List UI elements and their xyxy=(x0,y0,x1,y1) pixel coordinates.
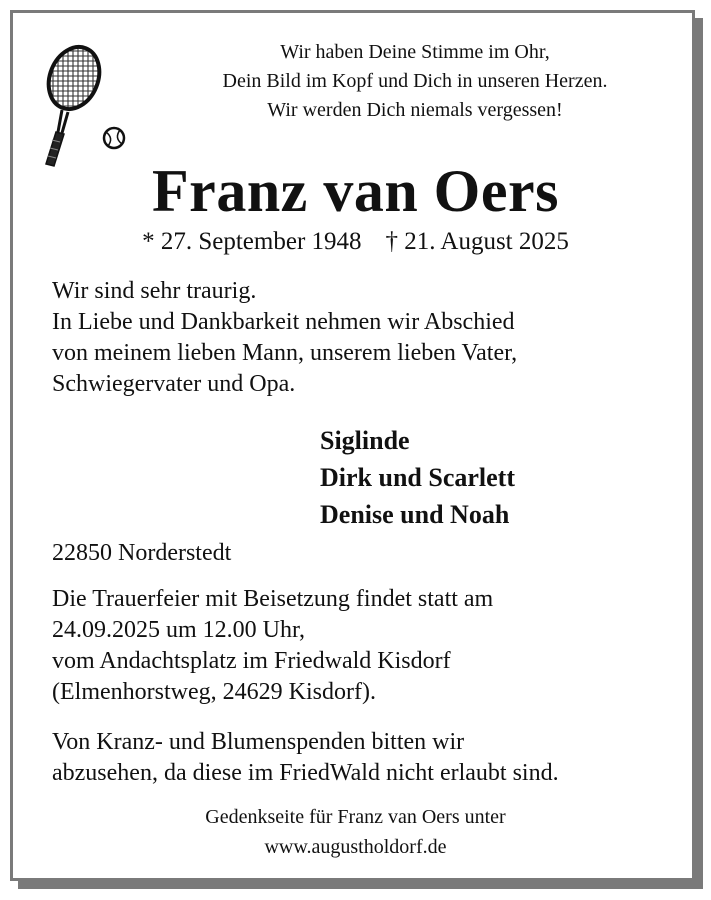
poem-verse xyxy=(150,38,680,125)
poem-line: Dein Bild im Kopf und Dich in unseren Herzen. xyxy=(222,70,608,92)
ceremony-info xyxy=(52,584,692,708)
frame-shadow-right xyxy=(695,18,703,889)
tennis-racket-icon xyxy=(40,40,140,170)
life-dates xyxy=(0,227,711,257)
poem-line: Wir haben Deine Stimme im Ohr, xyxy=(280,41,550,63)
memorial-url[interactable]: www.augustholdorf.de xyxy=(264,836,447,858)
tennis-ball-icon xyxy=(104,128,124,148)
memorial-page-text: Gedenkseite für Franz van Oers unter xyxy=(205,806,506,828)
family-name: Dirk und Scarlett xyxy=(320,463,515,492)
message-line: Wir sind sehr traurig. xyxy=(52,278,257,304)
deceased-name: Franz van Oers xyxy=(152,158,559,224)
ceremony-line: Die Trauerfeier mit Beisetzung findet statt am xyxy=(52,586,494,612)
birth-date: * 27. September 1948 xyxy=(142,228,362,255)
flower-line: Von Kranz- und Blumenspenden bitten wir xyxy=(52,729,465,755)
family-names xyxy=(320,422,515,533)
frame-shadow-bottom xyxy=(18,881,703,889)
death-date: † 21. August 2025 xyxy=(385,228,569,255)
flower-request xyxy=(52,727,692,789)
ceremony-line: (Elmenhorstweg, 24629 Kisdorf). xyxy=(52,679,376,705)
location: 22850 Norderstedt xyxy=(52,540,232,566)
ceremony-line: 24.09.2025 um 12.00 Uhr, xyxy=(52,617,306,643)
ceremony-line: vom Andachtsplatz im Friedwald Kisdorf xyxy=(52,648,451,674)
message-line: von meinem lieben Mann, unserem lieben Vater, xyxy=(52,340,518,366)
family-name: Siglinde xyxy=(320,426,410,455)
farewell-message xyxy=(52,276,692,400)
flower-line: abzusehen, da diese im FriedWald nicht erlaubt sind. xyxy=(52,760,559,786)
family-name: Denise und Noah xyxy=(320,500,510,529)
memorial-footer xyxy=(0,802,711,862)
message-line: In Liebe und Dankbarkeit nehmen wir Abschied xyxy=(52,309,515,335)
poem-line: Wir werden Dich niemals vergessen! xyxy=(267,99,563,121)
message-line: Schwiegervater und Opa. xyxy=(52,371,296,397)
